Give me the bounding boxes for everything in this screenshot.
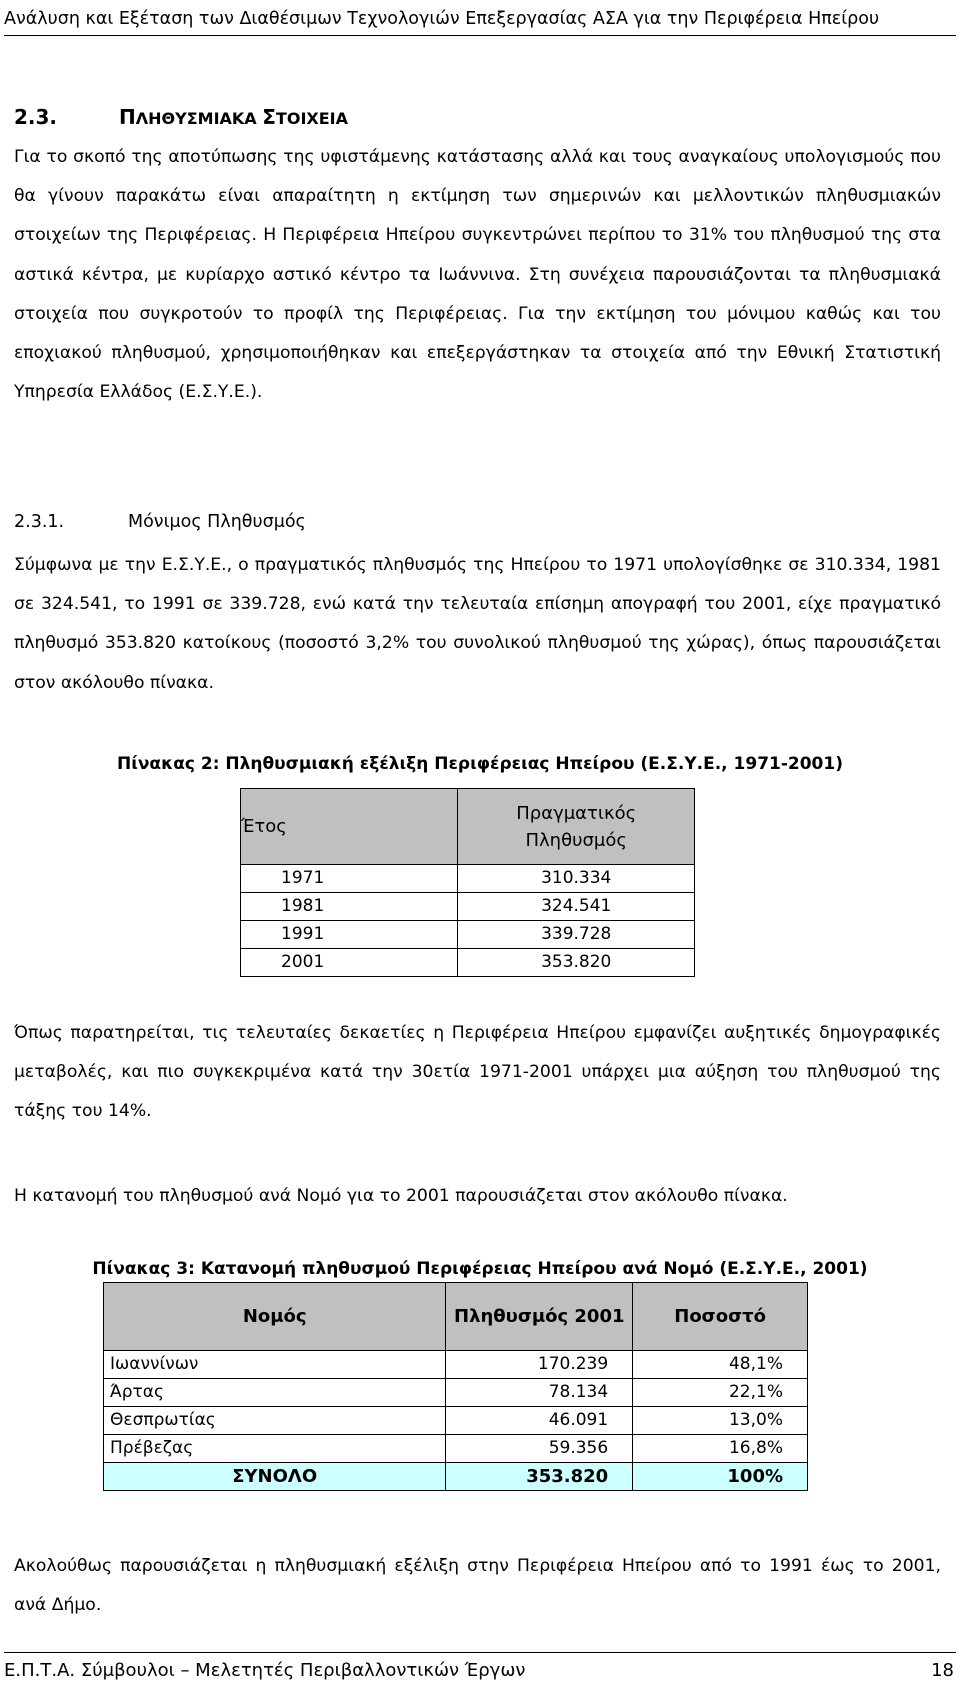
header-population: Πραγματικός Πληθυσμός bbox=[458, 789, 695, 865]
population-cell: 59.356 bbox=[446, 1435, 633, 1463]
year-cell: 1991 bbox=[241, 921, 458, 949]
section-title-part-1: ΛΗΘΥΣΜΙΑΚΑ bbox=[135, 109, 263, 128]
table-header-row bbox=[241, 789, 695, 865]
year-cell: 1981 bbox=[241, 893, 458, 921]
table-row bbox=[241, 893, 695, 921]
prefecture-cell: Θεσπρωτίας bbox=[104, 1407, 446, 1435]
prefecture-cell: Πρέβεζας bbox=[104, 1435, 446, 1463]
header-population-2001: Πληθυσμός 2001 bbox=[446, 1283, 633, 1351]
distribution-paragraph: Η κατανομή του πληθυσμού ανά Νομό για το 2001 παρουσιάζεται στον ακόλουθο πίνακα. bbox=[14, 1186, 788, 1206]
total-label-cell: ΣΥΝΟΛΟ bbox=[104, 1463, 446, 1491]
prefecture-cell: Ιωαννίνων bbox=[104, 1351, 446, 1379]
section-heading bbox=[14, 105, 348, 129]
total-population-cell: 353.820 bbox=[446, 1463, 633, 1491]
population-cell: 46.091 bbox=[446, 1407, 633, 1435]
year-cell: 1971 bbox=[241, 865, 458, 893]
table-header-row bbox=[104, 1283, 808, 1351]
table-row bbox=[241, 921, 695, 949]
population-cell: 324.541 bbox=[458, 893, 695, 921]
footer-divider bbox=[4, 1652, 956, 1653]
percentage-cell: 22,1% bbox=[633, 1379, 808, 1407]
population-cell: 310.334 bbox=[458, 865, 695, 893]
permanent-population-paragraph: Σύμφωνα με την Ε.Σ.Υ.Ε., ο πραγματικός πληθυσμός της Ηπείρου το 1971 υπολογίσθηκε σε 310.334, 1981 σε 324.541, το 1991 σε 339.728, ενώ κατά την τελευταία επίσημη απογραφή του 2001, είχε πραγματικό πληθυσμό 353.820 κατοίκους (ποσοστό 3,2% του συνολικού πληθυσμού της χώρας), όπως παρουσιάζεται στον ακόλουθο πίνακα. bbox=[14, 555, 941, 693]
footer-company: Ε.Π.Τ.Α. Σύμβουλοι – Μελετητές Περιβαλλοντικών Έργων bbox=[4, 1660, 526, 1681]
intro-paragraph: Για το σκοπό της αποτύπωσης της υφιστάμενης κατάστασης αλλά και τους αναγκαίους υπολογισμούς που θα γίνουν παρακάτω είναι απαραίτητη η εκτίμηση των σημερινών και μελλοντικών πληθυσμιακών στοιχείων της Περιφέρειας. Η Περιφέρεια Ηπείρου συγκεντρώνει περίπου το 31% του πληθυσμού της στα αστικά κέντρα, με κυρίαρχο αστικό κέντρο τα Ιωάννινα. Στη συνέχεια παρουσιάζονται τα πληθυσμιακά στοιχεία που συγκροτούν το προφίλ της Περιφέρειας. Για την εκτίμηση του μόνιμου καθώς και του εποχιακού πληθυσμού, χρησιμοποιήθηκαν και επεξεργάστηκαν τα στοιχεία από την Εθνική Στατιστική Υπηρεσία Ελλάδος (Ε.Σ.Υ.Ε.). bbox=[14, 147, 941, 403]
header-percentage: Ποσοστό bbox=[633, 1283, 808, 1351]
table-row bbox=[104, 1407, 808, 1435]
total-percentage-cell: 100% bbox=[633, 1463, 808, 1491]
observation-paragraph: Όπως παρατηρείται, τις τελευταίες δεκαετίες η Περιφέρεια Ηπείρου εμφανίζει αυξητικές δημογραφικές μεταβολές, και πιο συγκεκριμένα κατά την 30ετία 1971-2001 υπάρχει μια αύξηση του πληθυσμού της τάξης του 14%. bbox=[14, 1023, 941, 1122]
population-cell: 170.239 bbox=[446, 1351, 633, 1379]
population-cell: 353.820 bbox=[458, 949, 695, 977]
subsection-heading bbox=[14, 512, 306, 532]
percentage-cell: 13,0% bbox=[633, 1407, 808, 1435]
section-title-initial-2: Σ bbox=[262, 105, 276, 129]
section-title-initial-1: Π bbox=[119, 105, 136, 129]
total-row bbox=[104, 1463, 808, 1491]
table-row bbox=[104, 1379, 808, 1407]
following-paragraph: Ακολούθως παρουσιάζεται η πληθυσμιακή εξέλιξη στην Περιφέρεια Ηπείρου από το 1991 έως το 2001, ανά Δήμο. bbox=[14, 1556, 941, 1616]
table2-caption: Πίνακας 2: Πληθυσμιακή εξέλιξη Περιφέρειας Ηπείρου (Ε.Σ.Υ.Ε., 1971-2001) bbox=[117, 754, 843, 774]
year-cell: 2001 bbox=[241, 949, 458, 977]
population-evolution-table bbox=[240, 788, 695, 977]
page-number: 18 bbox=[931, 1660, 954, 1681]
table-row bbox=[241, 949, 695, 977]
section-number: 2.3. bbox=[14, 105, 58, 129]
population-cell: 339.728 bbox=[458, 921, 695, 949]
table-row bbox=[104, 1435, 808, 1463]
table-row bbox=[104, 1351, 808, 1379]
prefecture-cell: Άρτας bbox=[104, 1379, 446, 1407]
population-cell: 78.134 bbox=[446, 1379, 633, 1407]
section-title-part-2: ΤΟΙΧΕΙΑ bbox=[275, 109, 348, 128]
prefecture-distribution-table bbox=[103, 1282, 808, 1491]
subsection-title: Μόνιμος Πληθυσμός bbox=[128, 512, 306, 532]
header-year: Έτος bbox=[241, 789, 458, 865]
table-row bbox=[241, 865, 695, 893]
percentage-cell: 16,8% bbox=[633, 1435, 808, 1463]
table3-caption: Πίνακας 3: Κατανομή πληθυσμού Περιφέρειας Ηπείρου ανά Νομό (Ε.Σ.Υ.Ε., 2001) bbox=[92, 1259, 868, 1279]
page-header: Ανάλυση και Εξέταση των Διαθέσιμων Τεχνολογιών Επεξεργασίας ΑΣΑ για την Περιφέρεια Ηπείρου bbox=[4, 2, 956, 36]
percentage-cell: 48,1% bbox=[633, 1351, 808, 1379]
header-prefecture: Νομός bbox=[104, 1283, 446, 1351]
subsection-number: 2.3.1. bbox=[14, 512, 65, 532]
